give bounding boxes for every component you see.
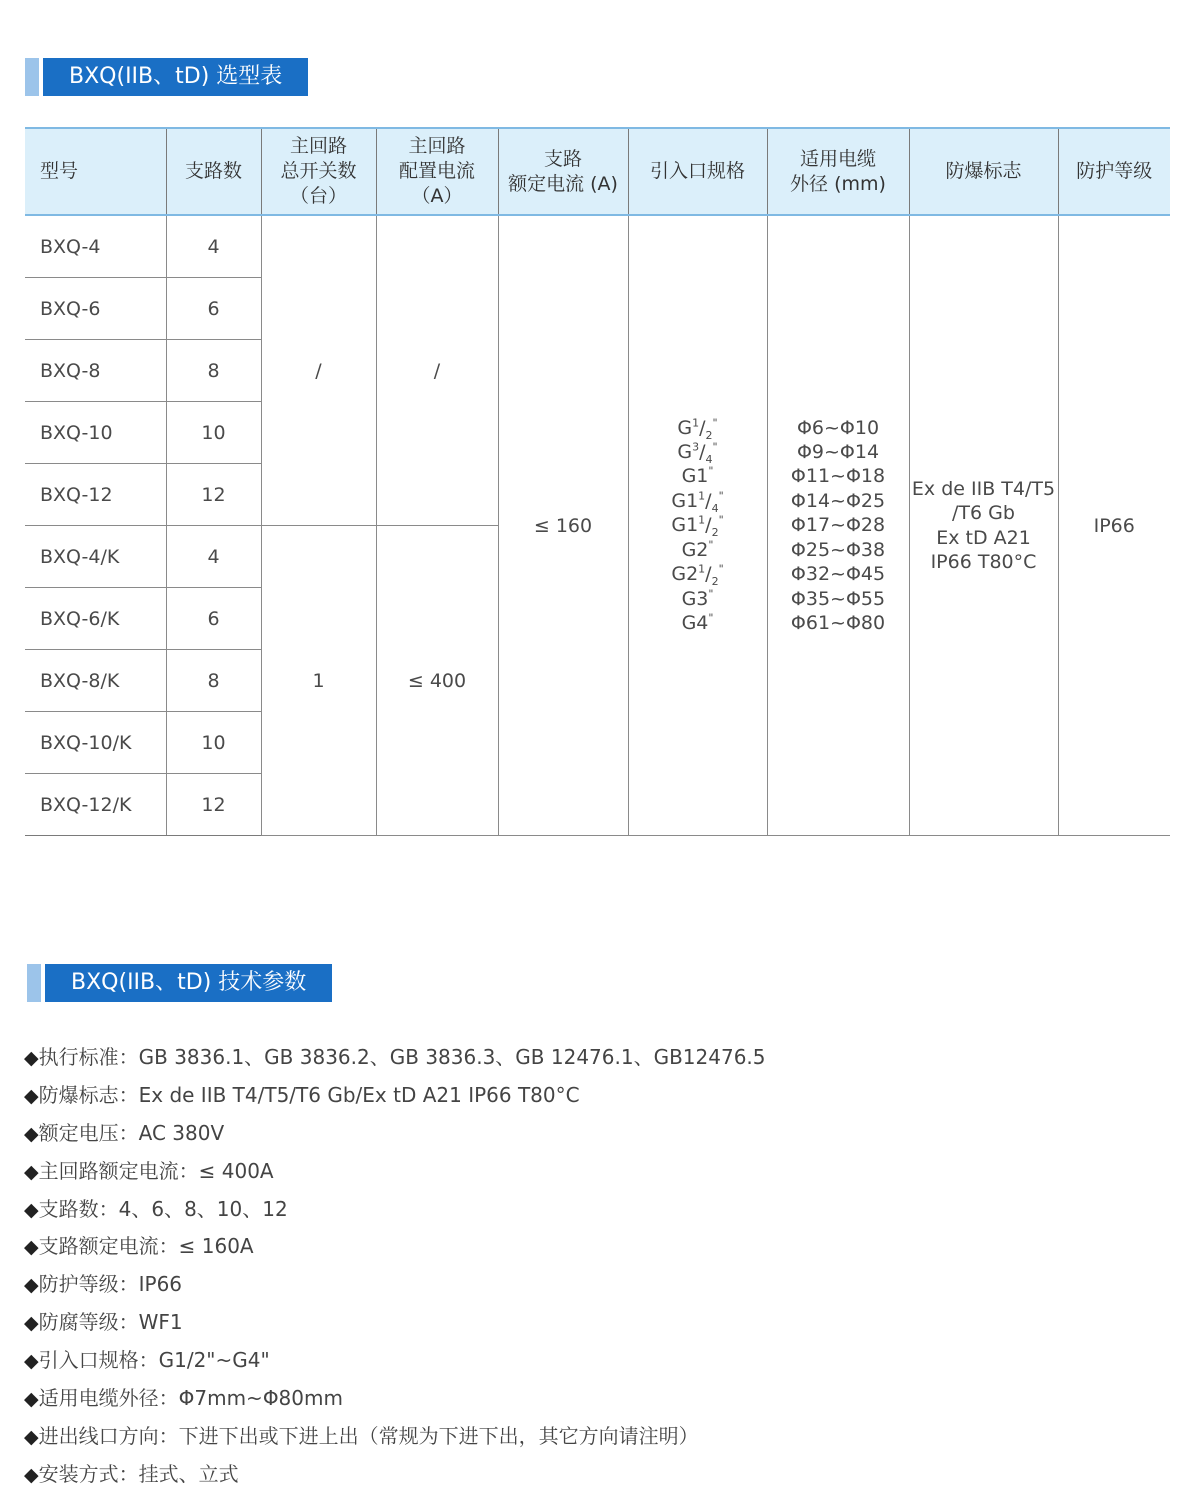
cell-model: BXQ-4/K xyxy=(25,526,166,588)
cell-model: BXQ-10 xyxy=(25,402,166,464)
diamond-bullet-icon: ◆ xyxy=(24,1084,39,1107)
header-main-current: 主回路 配置电流 （A） xyxy=(376,128,498,215)
cell-model: BXQ-12/K xyxy=(25,774,166,836)
param-item: ◆额定电压：AC 380V xyxy=(24,1120,225,1145)
param-item: ◆适用电缆外径：Φ7mm~Φ80mm xyxy=(24,1386,343,1411)
inlet-spec-item: G1" xyxy=(681,465,714,488)
cell-branches: 6 xyxy=(166,278,261,340)
cell-branches: 6 xyxy=(166,588,261,650)
cell-model: BXQ-12 xyxy=(25,464,166,526)
param-item: ◆进出线口方向：下进下出或下进上出（常规为下进下出，其它方向请注明） xyxy=(24,1423,699,1448)
cell-branches: 10 xyxy=(166,712,261,774)
inlet-spec-item: $G1^1/_4^"$ xyxy=(671,489,724,515)
title-accent-light xyxy=(27,964,41,1002)
diamond-bullet-icon: ◆ xyxy=(24,1160,39,1183)
cell-branches: 8 xyxy=(166,340,261,402)
header-inlet-spec: 引入口规格 xyxy=(628,128,767,215)
cable-dia-item: Φ14~Φ25 xyxy=(790,489,886,512)
diamond-bullet-icon: ◆ xyxy=(24,1122,39,1145)
cable-dia-item: Φ17~Φ28 xyxy=(790,514,886,537)
inlet-spec-item: $G^3/_4^"$ xyxy=(677,440,718,466)
cell-model: BXQ-8/K xyxy=(25,650,166,712)
inlet-spec-item: $G^1/_2^"$ xyxy=(677,416,718,442)
cable-dia-item: Φ11~Φ18 xyxy=(790,465,886,488)
cable-dia-list xyxy=(770,416,907,636)
cell-main-current-group2: ≤ 400 xyxy=(376,526,498,836)
cell-model: BXQ-6 xyxy=(25,278,166,340)
diamond-bullet-icon: ◆ xyxy=(24,1198,39,1221)
header-model: 型号 xyxy=(25,128,166,215)
cell-main-switch-group1: / xyxy=(261,215,376,526)
cell-branches: 4 xyxy=(166,526,261,588)
param-item: ◆执行标准：GB 3836.1、GB 3836.2、GB 3836.3、GB 12476.1、GB12476.5 xyxy=(24,1045,766,1069)
param-item: ◆引入口规格：G1/2"~G4" xyxy=(24,1348,270,1373)
cell-branches: 12 xyxy=(166,774,261,836)
param-item: ◆安装方式：挂式、立式 xyxy=(24,1461,239,1486)
cable-dia-item: Φ25~Φ38 xyxy=(790,538,886,561)
param-item: ◆防爆标志：Ex de IIB T4/T5/T6 Gb/Ex tD A21 IP66 T80°C xyxy=(24,1082,580,1107)
inlet-spec-item: G3" xyxy=(681,587,714,610)
cell-protection: IP66 xyxy=(1058,215,1170,836)
diamond-bullet-icon: ◆ xyxy=(24,1236,39,1259)
param-item: ◆支路额定电流：≤ 160A xyxy=(24,1234,254,1259)
param-item: ◆支路数：4、6、8、10、12 xyxy=(24,1196,288,1221)
title-accent-light xyxy=(25,58,39,96)
inlet-spec-item: $G1^1/_2^"$ xyxy=(671,513,724,540)
section-title-text: BXQ(IIB、tD) 技术参数 xyxy=(49,964,332,1002)
cell-model: BXQ-10/K xyxy=(25,712,166,774)
param-item: ◆防腐等级：WF1 xyxy=(24,1310,183,1335)
diamond-bullet-icon: ◆ xyxy=(24,1312,39,1335)
cell-branches: 4 xyxy=(166,215,261,278)
cell-main-current-group1: / xyxy=(376,215,498,526)
ex-mark-lines: Ex de IIB T4/T5 /T6 Gb Ex tD A21 IP66 T80°C xyxy=(911,477,1056,573)
cell-cable-dia xyxy=(767,215,909,836)
header-cable-dia: 适用电缆 外径 (mm) xyxy=(767,128,909,215)
cell-model: BXQ-8 xyxy=(25,340,166,402)
header-ex-mark: 防爆标志 xyxy=(909,128,1058,215)
diamond-bullet-icon: ◆ xyxy=(24,1274,39,1297)
diamond-bullet-icon: ◆ xyxy=(24,1350,39,1373)
inlet-spec-item: G4" xyxy=(681,611,714,634)
cable-dia-item: Φ6~Φ10 xyxy=(796,416,880,439)
inlet-spec-item: $G2^1/_2^"$ xyxy=(671,562,724,588)
cell-branches: 8 xyxy=(166,650,261,712)
param-item: ◆防护等级：IP66 xyxy=(24,1272,183,1297)
header-branch-current: 支路 额定电流 (A) xyxy=(498,128,628,215)
inlet-spec-list xyxy=(631,416,765,636)
diamond-bullet-icon: ◆ xyxy=(24,1425,39,1448)
cell-branch-current: ≤ 160 xyxy=(498,215,628,836)
cell-ex-mark xyxy=(909,215,1058,836)
cable-dia-item: Φ32~Φ45 xyxy=(790,563,886,586)
cell-branches: 10 xyxy=(166,402,261,464)
tech-params-list xyxy=(24,1040,766,1495)
header-main-switch: 主回路 总开关数 （台） xyxy=(261,128,376,215)
inlet-spec-item: G2" xyxy=(681,538,714,561)
header-branches: 支路数 xyxy=(166,128,261,215)
cell-branches: 12 xyxy=(166,464,261,526)
table-row xyxy=(25,215,1170,278)
cell-inlet-specs xyxy=(628,215,767,836)
diamond-bullet-icon: ◆ xyxy=(24,1388,39,1411)
diamond-bullet-icon: ◆ xyxy=(24,1463,39,1486)
cell-model: BXQ-6/K xyxy=(25,588,166,650)
diamond-bullet-icon: ◆ xyxy=(24,1047,39,1069)
cable-dia-item: Φ35~Φ55 xyxy=(790,587,886,610)
cable-dia-item: Φ61~Φ80 xyxy=(790,611,886,634)
param-item: ◆主回路额定电流：≤ 400A xyxy=(24,1158,274,1183)
selection-table xyxy=(25,127,1170,836)
header-protection: 防护等级 xyxy=(1058,128,1170,215)
table-header-row xyxy=(25,128,1170,215)
section-title-text: BXQ(IIB、tD) 选型表 xyxy=(47,58,308,96)
cable-dia-item: Φ9~Φ14 xyxy=(796,441,880,464)
cell-main-switch-group2: 1 xyxy=(261,526,376,836)
cell-model: BXQ-4 xyxy=(25,215,166,278)
